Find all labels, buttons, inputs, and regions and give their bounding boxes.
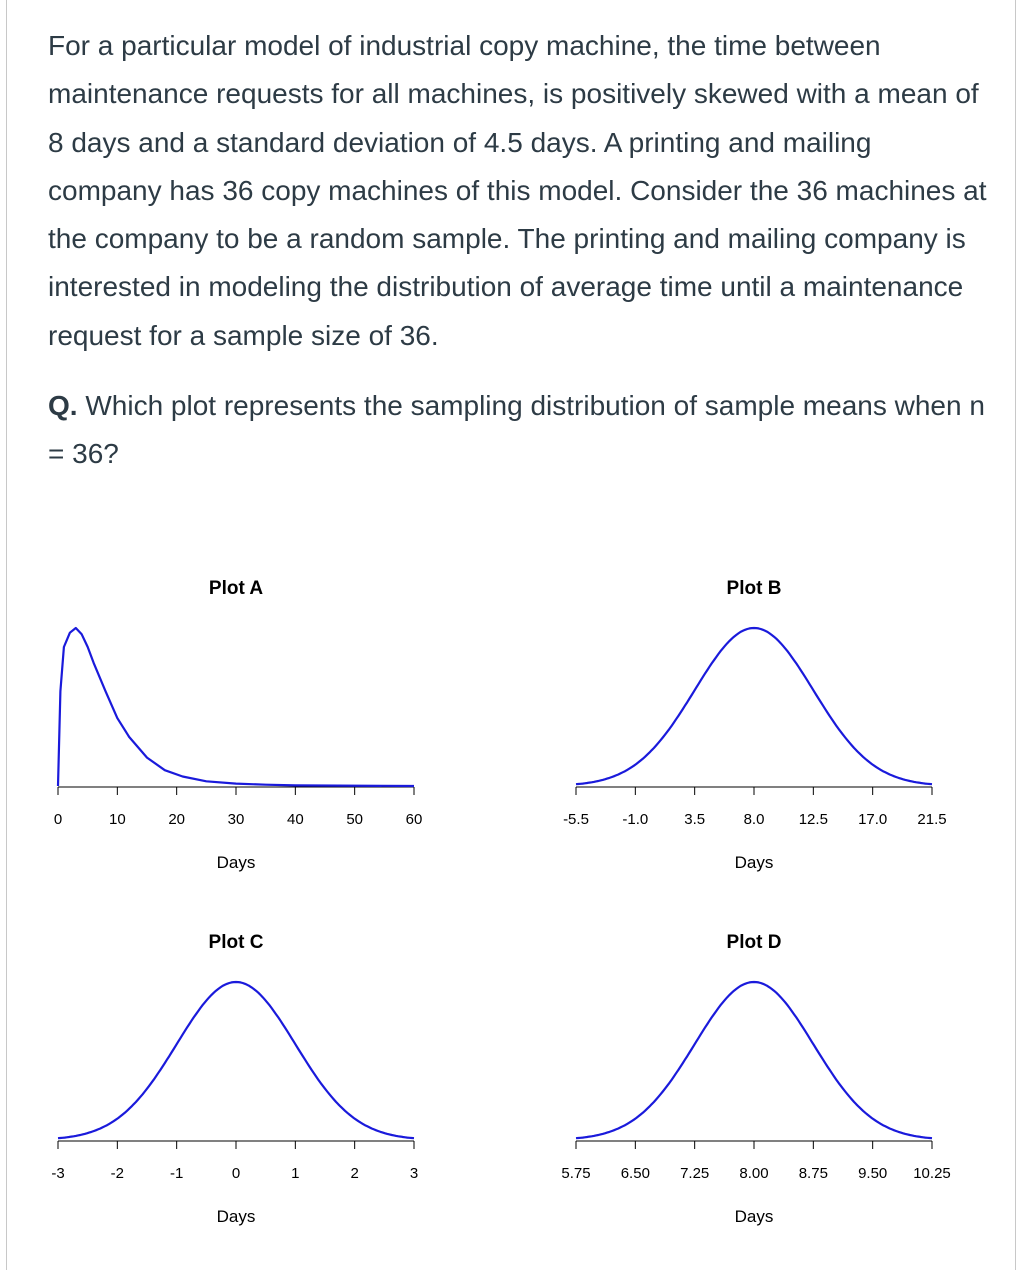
plot-d-tick-label: 10.25 xyxy=(913,1165,951,1182)
plot-a-curve xyxy=(58,628,414,786)
plot-a-tick-label: 20 xyxy=(168,811,186,828)
plot-c-tick-label: 3 xyxy=(409,1165,419,1182)
plot-d-tick-label: 6.50 xyxy=(620,1165,650,1182)
plot-d-tick-label: 8.00 xyxy=(739,1165,769,1182)
plot-c-title: Plot C xyxy=(208,932,264,953)
plot-b-xlabel: Days xyxy=(734,853,774,872)
plot-a-xlabel: Days xyxy=(216,853,256,872)
plot-a-title: Plot A xyxy=(208,578,264,599)
plot-d-tick-label: 7.25 xyxy=(680,1165,710,1182)
plot-a-tick-label: 0 xyxy=(53,811,63,828)
plot-d-tick-label: 5.75 xyxy=(561,1165,591,1182)
plot-c-tick-label: 1 xyxy=(291,1165,300,1182)
plot-b-tick-label: 3.5 xyxy=(684,811,706,828)
question-prefix: Q. xyxy=(48,390,78,422)
plot-a-tick-label: 40 xyxy=(286,811,304,828)
plot-d-curve xyxy=(576,982,932,1138)
plot-b-tick-label: 17.0 xyxy=(858,811,888,828)
plot-b-tick-label: 8.0 xyxy=(743,811,765,828)
plot-d-xlabel: Days xyxy=(734,1207,774,1226)
plot-d-tick-label: 8.75 xyxy=(798,1165,828,1182)
plot-b-tick-label: 12.5 xyxy=(798,811,828,828)
question-prompt-text: Which plot represents the sampling distribution of sample means when n = 36? xyxy=(48,390,985,470)
question-intro: For a particular model of industrial copy machine, the time between maintenance requests for all machines, is positively skewed with a mean of 8 days and a standard deviation of 4.5 days. A printing and mailing company has 36 copy machines of this model. Consider the 36 machines at the company to be a random sample. The printing and mailing company is interested in modeling the distribution of average time until a maintenance request for a sample size of 36. xyxy=(48,30,987,351)
plot-c-curve xyxy=(58,982,414,1138)
plot-c-tick-label: -2 xyxy=(110,1165,125,1182)
plot-a-tick-label: 50 xyxy=(346,811,364,828)
plot-b-tick-label: 21.5 xyxy=(917,811,947,828)
plot-c-xlabel: Days xyxy=(216,1207,256,1226)
plot-a-tick-label: 10 xyxy=(108,811,126,828)
plot-c-tick-label: -3 xyxy=(51,1165,65,1182)
plot-c-tick-label: -1 xyxy=(169,1165,184,1182)
plot-d-title: Plot D xyxy=(726,932,782,953)
plot-b-curve xyxy=(576,628,932,784)
plot-d-tick-label: 9.50 xyxy=(858,1165,888,1182)
plot-c-tick-label: 2 xyxy=(350,1165,359,1182)
plot-a-tick-label: 60 xyxy=(405,811,423,828)
plot-c-tick-label: 0 xyxy=(231,1165,241,1182)
plot-b-tick-label: -1.0 xyxy=(622,811,649,828)
plot-b-tick-label: -5.5 xyxy=(563,811,589,828)
plot-b-title: Plot B xyxy=(726,578,782,599)
plot-a-tick-label: 30 xyxy=(227,811,245,828)
